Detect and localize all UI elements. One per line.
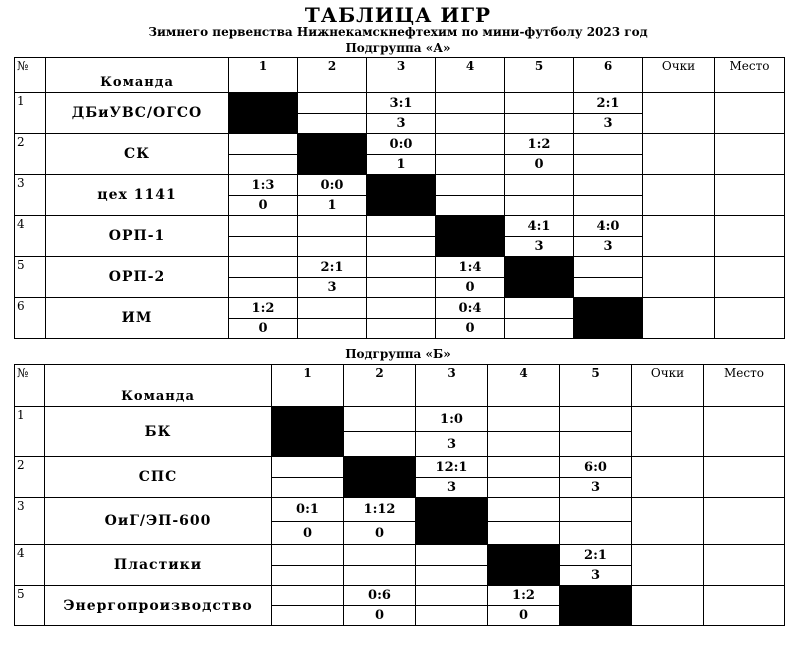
team-row xyxy=(15,586,785,606)
place-cell xyxy=(704,586,785,626)
match-points-cell: 0 xyxy=(488,606,560,626)
match-points-cell: 3 xyxy=(367,114,436,134)
team-name: ОРП-2 xyxy=(46,257,229,298)
page-title: ТАБЛИЦА ИГР xyxy=(304,3,492,27)
header-points: Очки xyxy=(643,58,715,93)
score-cell xyxy=(298,216,367,237)
place-cell xyxy=(704,498,785,545)
header-column-number: 1 xyxy=(229,58,298,93)
header-number: № xyxy=(15,58,46,93)
match-points-cell xyxy=(505,319,574,339)
score-cell: 2:1 xyxy=(574,93,643,114)
match-points-cell xyxy=(229,155,298,175)
total-points-cell xyxy=(643,257,715,298)
team-number: 1 xyxy=(15,407,45,457)
score-cell xyxy=(229,216,298,237)
self-match-cell xyxy=(344,457,416,498)
score-cell xyxy=(560,407,632,432)
match-points-cell xyxy=(298,237,367,257)
header-place: Место xyxy=(715,58,785,93)
match-points-cell: 0 xyxy=(505,155,574,175)
header-column-number: 2 xyxy=(298,58,367,93)
score-cell: 1:2 xyxy=(229,298,298,319)
match-points-cell xyxy=(505,114,574,134)
group-b-caption: Подгруппа «Б» xyxy=(345,347,451,361)
match-points-cell xyxy=(574,155,643,175)
header-row xyxy=(15,58,785,93)
team-name: ИМ xyxy=(46,298,229,339)
match-points-cell xyxy=(344,566,416,586)
score-cell: 0:1 xyxy=(272,498,344,522)
group-a-table xyxy=(14,57,785,339)
page-subtitle: Зимнего первенства Нижнекамскнефтехим по мини-футболу 2023 год xyxy=(148,25,648,39)
match-points-cell: 3 xyxy=(560,478,632,498)
match-points-cell xyxy=(560,522,632,545)
match-points-cell: 0 xyxy=(344,522,416,545)
score-cell xyxy=(344,407,416,432)
self-match-cell xyxy=(229,93,298,134)
team-name: цех 1141 xyxy=(46,175,229,216)
match-points-cell xyxy=(488,478,560,498)
self-match-cell xyxy=(416,498,488,545)
team-row xyxy=(15,407,785,432)
match-points-cell xyxy=(488,522,560,545)
score-cell: 2:1 xyxy=(298,257,367,278)
header-column-number: 6 xyxy=(574,58,643,93)
score-cell xyxy=(229,257,298,278)
score-cell xyxy=(560,498,632,522)
score-cell xyxy=(436,93,505,114)
header-team: Команда xyxy=(46,58,229,93)
header-row xyxy=(15,365,785,407)
score-cell: 3:1 xyxy=(367,93,436,114)
team-number: 3 xyxy=(15,175,46,216)
team-row xyxy=(15,93,785,114)
team-row xyxy=(15,457,785,478)
team-row xyxy=(15,175,785,196)
match-points-cell: 3 xyxy=(560,566,632,586)
match-points-cell xyxy=(229,278,298,298)
match-points-cell xyxy=(574,278,643,298)
score-cell xyxy=(416,545,488,566)
place-cell xyxy=(715,257,785,298)
header-team: Команда xyxy=(45,365,272,407)
score-cell: 1:12 xyxy=(344,498,416,522)
match-points-cell xyxy=(298,114,367,134)
self-match-cell xyxy=(436,216,505,257)
score-cell: 1:2 xyxy=(488,586,560,606)
team-name: Пластики xyxy=(45,545,272,586)
team-number: 4 xyxy=(15,545,45,586)
group-b-table xyxy=(14,364,785,626)
match-points-cell: 1 xyxy=(367,155,436,175)
team-name: БК xyxy=(45,407,272,457)
self-match-cell xyxy=(505,257,574,298)
team-number: 5 xyxy=(15,586,45,626)
total-points-cell xyxy=(643,216,715,257)
team-number: 1 xyxy=(15,93,46,134)
header-column-number: 3 xyxy=(367,58,436,93)
match-points-cell: 1 xyxy=(298,196,367,216)
match-points-cell xyxy=(272,478,344,498)
match-points-cell xyxy=(436,196,505,216)
match-points-cell: 3 xyxy=(574,237,643,257)
score-cell xyxy=(229,134,298,155)
self-match-cell xyxy=(560,586,632,626)
score-cell: 4:1 xyxy=(505,216,574,237)
score-cell xyxy=(367,216,436,237)
match-points-cell xyxy=(298,319,367,339)
header-column-number: 5 xyxy=(560,365,632,407)
place-cell xyxy=(715,298,785,339)
header-place: Место xyxy=(704,365,785,407)
team-row xyxy=(15,216,785,237)
team-number: 3 xyxy=(15,498,45,545)
total-points-cell xyxy=(643,298,715,339)
total-points-cell xyxy=(632,498,704,545)
score-cell xyxy=(574,134,643,155)
team-number: 2 xyxy=(15,134,46,175)
score-cell xyxy=(436,134,505,155)
match-points-cell xyxy=(488,432,560,457)
self-match-cell xyxy=(574,298,643,339)
total-points-cell xyxy=(643,134,715,175)
score-cell xyxy=(344,545,416,566)
match-points-cell xyxy=(367,319,436,339)
group-a-caption: Подгруппа «А» xyxy=(345,41,451,55)
match-points-cell: 0 xyxy=(229,196,298,216)
team-row xyxy=(15,498,785,522)
place-cell xyxy=(715,216,785,257)
place-cell xyxy=(704,407,785,457)
team-name: ОРП-1 xyxy=(46,216,229,257)
score-cell: 2:1 xyxy=(560,545,632,566)
score-cell: 1:0 xyxy=(416,407,488,432)
match-points-cell xyxy=(229,237,298,257)
match-points-cell xyxy=(367,237,436,257)
place-cell xyxy=(704,545,785,586)
header-number: № xyxy=(15,365,45,407)
total-points-cell xyxy=(643,175,715,216)
match-points-cell xyxy=(505,196,574,216)
team-row xyxy=(15,298,785,319)
match-points-cell xyxy=(367,278,436,298)
score-cell xyxy=(505,298,574,319)
match-points-cell: 3 xyxy=(298,278,367,298)
score-cell xyxy=(574,257,643,278)
match-points-cell: 0 xyxy=(344,606,416,626)
score-cell xyxy=(488,407,560,432)
score-cell: 0:0 xyxy=(367,134,436,155)
match-points-cell: 0 xyxy=(229,319,298,339)
score-cell: 0:4 xyxy=(436,298,505,319)
score-cell xyxy=(436,175,505,196)
match-points-cell xyxy=(436,114,505,134)
team-number: 5 xyxy=(15,257,46,298)
score-cell xyxy=(505,93,574,114)
header-column-number: 3 xyxy=(416,365,488,407)
place-cell xyxy=(704,457,785,498)
score-cell: 0:6 xyxy=(344,586,416,606)
match-points-cell xyxy=(560,432,632,457)
team-name: СПС xyxy=(45,457,272,498)
score-cell xyxy=(505,175,574,196)
place-cell xyxy=(715,93,785,134)
total-points-cell xyxy=(632,407,704,457)
total-points-cell xyxy=(632,586,704,626)
score-cell: 6:0 xyxy=(560,457,632,478)
header-column-number: 5 xyxy=(505,58,574,93)
score-cell xyxy=(298,298,367,319)
self-match-cell xyxy=(488,545,560,586)
score-cell xyxy=(272,545,344,566)
header-points: Очки xyxy=(632,365,704,407)
score-cell: 1:3 xyxy=(229,175,298,196)
match-points-cell: 3 xyxy=(574,114,643,134)
score-cell xyxy=(416,586,488,606)
team-row xyxy=(15,257,785,278)
score-cell xyxy=(574,175,643,196)
header-column-number: 4 xyxy=(436,58,505,93)
score-cell: 0:0 xyxy=(298,175,367,196)
total-points-cell xyxy=(632,457,704,498)
team-number: 2 xyxy=(15,457,45,498)
header-column-number: 4 xyxy=(488,365,560,407)
match-points-cell: 3 xyxy=(416,478,488,498)
team-number: 4 xyxy=(15,216,46,257)
score-cell: 12:1 xyxy=(416,457,488,478)
score-cell xyxy=(298,93,367,114)
score-cell xyxy=(367,298,436,319)
header-column-number: 1 xyxy=(272,365,344,407)
team-name: СК xyxy=(46,134,229,175)
score-cell: 4:0 xyxy=(574,216,643,237)
score-cell: 1:4 xyxy=(436,257,505,278)
header-column-number: 2 xyxy=(344,365,416,407)
match-points-cell xyxy=(416,566,488,586)
match-points-cell xyxy=(416,606,488,626)
match-points-cell xyxy=(272,566,344,586)
match-points-cell xyxy=(574,196,643,216)
score-cell xyxy=(272,586,344,606)
match-points-cell xyxy=(272,606,344,626)
team-name: ОиГ/ЭП-600 xyxy=(45,498,272,545)
total-points-cell xyxy=(632,545,704,586)
team-name: ДБиУВС/ОГСО xyxy=(46,93,229,134)
match-points-cell: 0 xyxy=(272,522,344,545)
match-points-cell xyxy=(344,432,416,457)
self-match-cell xyxy=(298,134,367,175)
total-points-cell xyxy=(643,93,715,134)
match-points-cell: 0 xyxy=(436,319,505,339)
place-cell xyxy=(715,134,785,175)
team-row xyxy=(15,134,785,155)
score-cell xyxy=(488,457,560,478)
match-points-cell xyxy=(436,155,505,175)
team-number: 6 xyxy=(15,298,46,339)
score-cell: 1:2 xyxy=(505,134,574,155)
score-cell xyxy=(272,457,344,478)
place-cell xyxy=(715,175,785,216)
self-match-cell xyxy=(272,407,344,457)
score-cell xyxy=(488,498,560,522)
match-points-cell: 3 xyxy=(416,432,488,457)
team-name: Энергопроизводство xyxy=(45,586,272,626)
self-match-cell xyxy=(367,175,436,216)
team-row xyxy=(15,545,785,566)
match-points-cell: 0 xyxy=(436,278,505,298)
match-points-cell: 3 xyxy=(505,237,574,257)
score-cell xyxy=(367,257,436,278)
